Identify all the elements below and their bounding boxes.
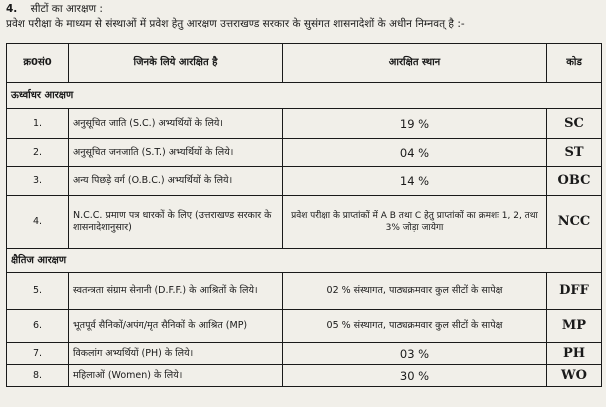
- row-reserved: 05 % संस्थागत, पाठ्यक्रमवार कुल सीटों के सापेक्ष: [283, 310, 547, 343]
- row-code: DFF: [547, 273, 602, 310]
- row-sno: 7.: [7, 343, 69, 365]
- row-reserved: 04 %: [283, 139, 547, 167]
- row-desc: महिलाओं (Women) के लिये।: [69, 365, 283, 387]
- row-desc: अनुसूचित जाति (S.C.) अभ्यर्थियों के लिये।: [69, 109, 283, 139]
- row-sno: 1.: [7, 109, 69, 139]
- row-code: OBC: [547, 167, 602, 196]
- row-sno: 4.: [7, 196, 69, 249]
- row-desc: अन्य पिछड़े वर्ग (O.B.C.) अभ्यर्थियों के लिये।: [69, 167, 283, 196]
- vertical-reservation-title: ऊर्ध्वाधर आरक्षण: [7, 83, 602, 109]
- row-sno: 2.: [7, 139, 69, 167]
- row-desc: स्वतन्त्रता संग्राम सेनानी (D.F.F.) के आश्रितों के लिये।: [69, 273, 283, 310]
- row-reserved: प्रवेश परीक्षा के प्राप्तांकों में A B तथा C हेतु प्राप्तांकों का क्रमशः 1, 2, तथा 3% जोड़ा जायेगा: [283, 196, 547, 249]
- section-heading: [6, 3, 103, 16]
- row-reserved: 19 %: [283, 109, 547, 139]
- row-code: MP: [547, 310, 602, 343]
- table-row: [7, 310, 602, 343]
- section-row-horizontal: [7, 249, 602, 273]
- header-code: कोड: [547, 44, 602, 83]
- row-reserved: 03 %: [283, 343, 547, 365]
- table-row: [7, 273, 602, 310]
- table-row: [7, 343, 602, 365]
- header-seats: आरक्षित स्थान: [283, 44, 547, 83]
- row-code: SC: [547, 109, 602, 139]
- row-reserved: 30 %: [283, 365, 547, 387]
- row-sno: 6.: [7, 310, 69, 343]
- header-sno: क्र0सं0: [7, 44, 69, 83]
- row-reserved: 14 %: [283, 167, 547, 196]
- table-row: [7, 196, 602, 249]
- row-sno: 5.: [7, 273, 69, 310]
- table-row: [7, 167, 602, 196]
- section-number: 4.: [6, 3, 18, 15]
- table-row: [7, 365, 602, 387]
- table-row: [7, 109, 602, 139]
- reservation-table: [6, 43, 602, 387]
- row-desc: भूतपूर्व सैनिकों/अपंग/मृत सैनिकों के आश्रित (MP): [69, 310, 283, 343]
- row-desc: अनुसूचित जनजाति (S.T.) अभ्यर्थियों के लिये।: [69, 139, 283, 167]
- table-header-row: [7, 44, 602, 83]
- header-for-whom: जिनके लिये आरक्षित है: [69, 44, 283, 83]
- row-desc: विकलांग अभ्यर्थियों (PH) के लिये।: [69, 343, 283, 365]
- horizontal-reservation-title: क्षैतिज आरक्षण: [7, 249, 602, 273]
- section-title: सीटों का आरक्षण :: [30, 3, 103, 15]
- row-code: WO: [547, 365, 602, 387]
- row-code: ST: [547, 139, 602, 167]
- table-row: [7, 139, 602, 167]
- row-sno: 8.: [7, 365, 69, 387]
- row-reserved: 02 % संस्थागत, पाठ्यक्रमवार कुल सीटों के सापेक्ष: [283, 273, 547, 310]
- row-sno: 3.: [7, 167, 69, 196]
- row-desc: N.C.C. प्रमाण पत्र धारकों के लिए (उत्तराखण्ड सरकार के शासनादेशानुसार): [69, 196, 283, 249]
- section-row-vertical: [7, 83, 602, 109]
- row-code: PH: [547, 343, 602, 365]
- section-intro: प्रवेश परीक्षा के माध्यम से संस्थाओं में प्रवेश हेतु आरक्षण उत्तराखण्ड सरकार के सुसंगत शासनादेशों के अधीन निम्नवत् है :-: [6, 18, 465, 30]
- row-code: NCC: [547, 196, 602, 249]
